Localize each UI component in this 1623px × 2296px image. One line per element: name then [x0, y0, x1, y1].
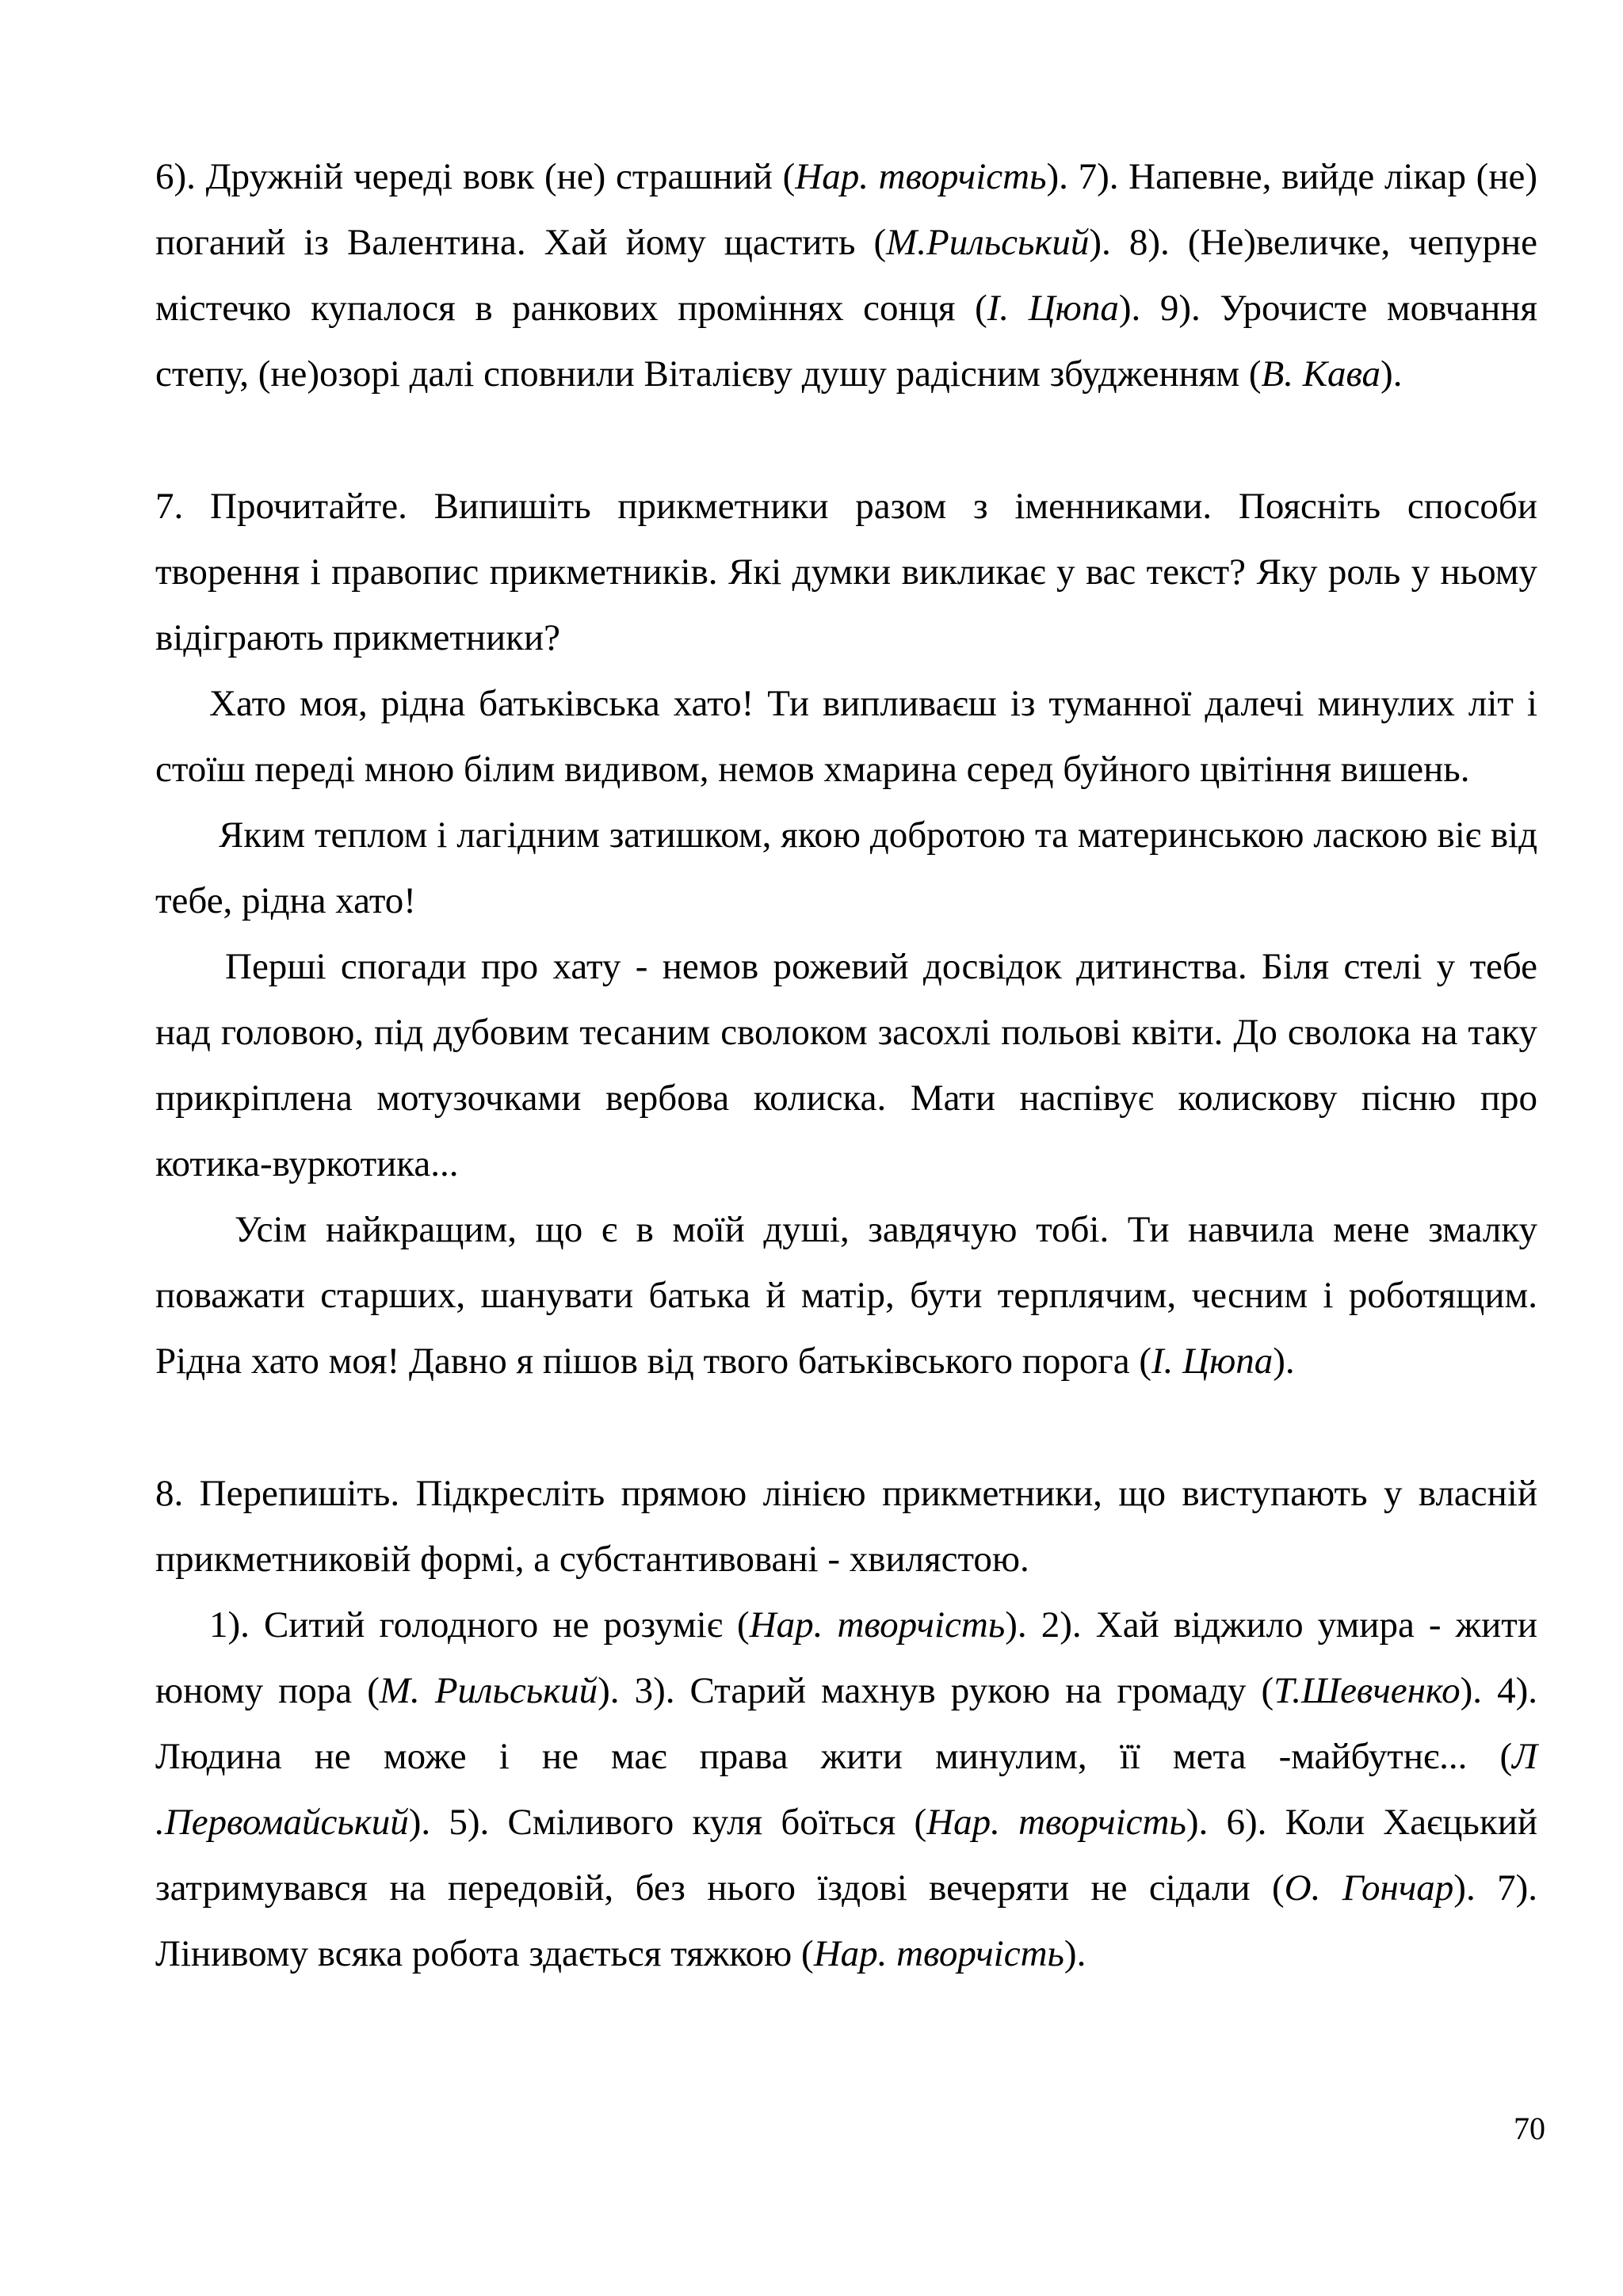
text-run: Усім найкращим, що є в моїй душі, завдячую тобі. Ти навчила мене змалку поважати старших, шанувати батька й матір, бути терплячим, чесним і роботящим. Рідна хато моя! Давно я пішов від твого батьківського порога ( — [155, 1209, 1537, 1382]
citation-author: Нар. творчість — [749, 1604, 1006, 1646]
citation-author: М.Рильський — [886, 222, 1090, 263]
text-run: ). — [1381, 353, 1403, 395]
citation-author: І. Цюпа — [1151, 1341, 1274, 1382]
text-run: ). 6). Коли Хаєцький затримувався на передовій, без нього їздові вечеряти не сідали ( — [155, 1802, 1537, 1909]
citation-author: Л .Первомайський — [155, 1736, 1537, 1843]
text-run: ). 3). Старий махнув рукою на громаду ( — [598, 1670, 1274, 1711]
text-run: ). 8). (Не)величке, чепурне містечко купалося в ранкових проміннях сонця ( — [155, 222, 1537, 329]
page-body — [155, 144, 1537, 1987]
paragraph-gap — [155, 1394, 1537, 1461]
paragraph-continuation — [155, 144, 1537, 407]
text-run: ). 9). Урочисте мовчання степу, (не)озорі далі сповнили Віталієву душу радісним збудженням ( — [155, 288, 1537, 395]
citation-author: І. Цюпа — [987, 288, 1119, 329]
text-run: 6). Дружній череді вовк (не) страшний ( — [155, 156, 796, 197]
citation-author: Нар. творчість — [795, 156, 1047, 197]
paragraph-text-2 — [155, 803, 1537, 934]
text-run: 7. Прочитайте. Випишіть прикметники разом з іменниками. Поясніть способи творення і правопис прикметників. Які думки викликає у вас текст? Яку роль у ньому відіграють прикметники? — [155, 486, 1537, 658]
text-run: ). 2). Хай віджило умира - жити юному пора ( — [155, 1604, 1537, 1711]
paragraph-text-1 — [155, 671, 1537, 803]
text-run: ). 7). Напевне, вийде лікар (не) поганий із Валентина. Хай йому щастить ( — [155, 156, 1537, 263]
citation-author: О. Гончар — [1284, 1867, 1454, 1909]
text-run: ). 5). Сміливого куля боїться ( — [408, 1802, 927, 1843]
text-run: Хато моя, рідна батьківська хато! Ти випливаєш із туманної далечі минулих літ і стоїш переді мною білим видивом, немов хмарина серед буйного цвітіння вишень. — [155, 683, 1537, 790]
text-run: ). — [1273, 1341, 1295, 1382]
paragraph-sentences-8 — [155, 1592, 1537, 1987]
text-run: Яким теплом і лагідним затишком, якою добротою та материнською ласкою віє від тебе, рідна хато! — [155, 814, 1537, 921]
text-run: ). — [1064, 1933, 1086, 1974]
citation-author: Нар. творчість — [813, 1933, 1064, 1974]
paragraph-task-8 — [155, 1461, 1537, 1592]
paragraph-text-4 — [155, 1197, 1537, 1394]
paragraph-gap — [155, 407, 1537, 474]
text-run: ). 4). Людина не може і не має права жити минулим, її мета -майбутнє... ( — [155, 1670, 1537, 1777]
citation-author: Нар. творчість — [926, 1802, 1186, 1843]
text-run: 1). Ситий голодного не розуміє ( — [209, 1604, 750, 1646]
text-run: Перші спогади про хату - немов рожевий досвідок дитинства. Біля стелі у тебе над головою, під дубовим тесаним сволоком засохлі польові квіти. До сволока на таку прикріплена мотузочками вербова колиска. Мати наспівує колискову пісню про котика-вуркотика... — [155, 946, 1537, 1184]
citation-author: В. Кава — [1261, 353, 1381, 395]
page-number: 70 — [1514, 2111, 1545, 2146]
citation-author: Т.Шевченко — [1274, 1670, 1461, 1711]
paragraph-task-7 — [155, 474, 1537, 671]
text-run: ). 7). Лінивому всяка робота здається тяжкою ( — [155, 1867, 1537, 1974]
text-run: 8. Перепишіть. Підкресліть прямою лінією прикметники, що виступають у власній прикметниковій формі, а субстантивовані - хвилястою. — [155, 1473, 1537, 1580]
paragraph-text-3 — [155, 934, 1537, 1197]
citation-author: М. Рильський — [379, 1670, 598, 1711]
